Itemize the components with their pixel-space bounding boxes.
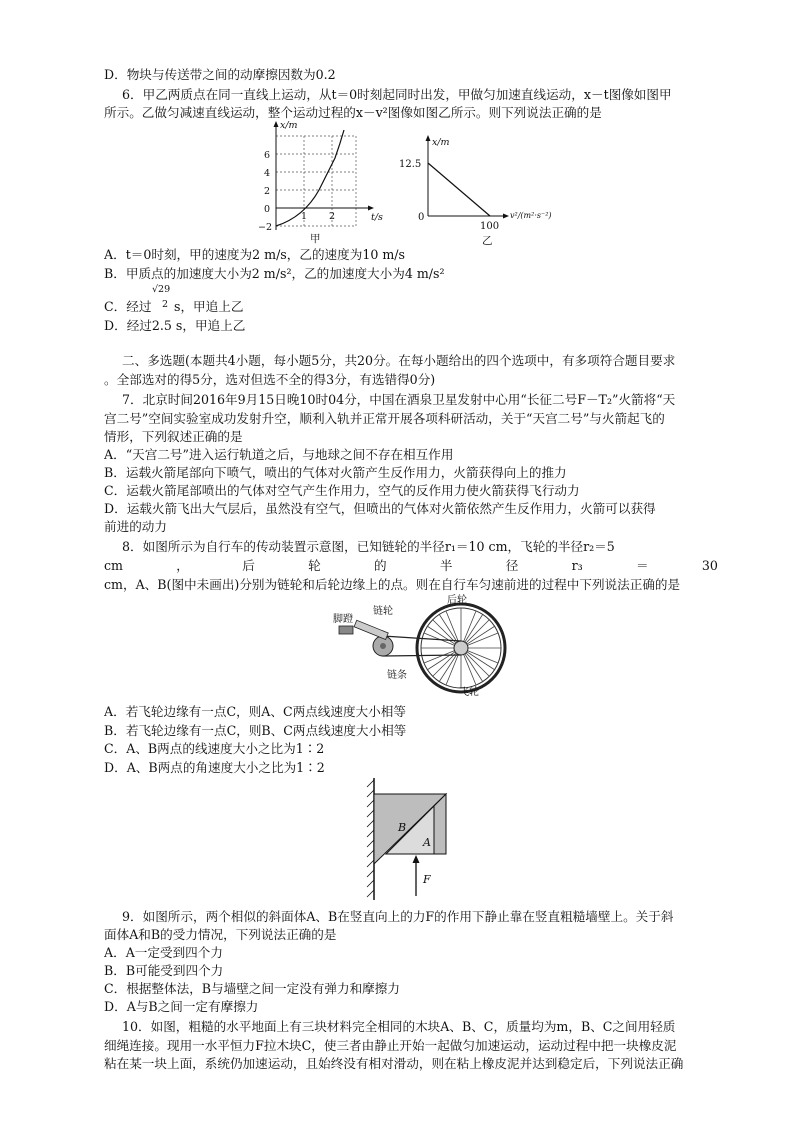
label-b: B [398,821,407,834]
label-rearwheel: 后轮 [447,595,467,606]
q9-option-d: D．A与B之间一定有摩擦力 [104,999,259,1014]
q7-option-d-line1: D．运载火箭飞出大气层后，虽然没有空气，但喷出的气体对火箭依然产生反作用力，火箭可以获得 [104,501,656,516]
q8-word: 后 [242,558,255,573]
q8-stem-line1: 8．如图所示为自行车的传动装置示意图，已知链轮的半径r₁＝10 cm，飞轮的半径r₂＝5 [122,539,615,554]
q7-stem-line1: 7．北京时间2016年9月15日晚10时04分，中国在酒泉卫星发射中心用“长征二号F－T₂”火箭将“天 [122,392,676,407]
q6-option-d: D．经过2.5 s，甲追上乙 [104,318,246,333]
force-arrowhead [413,855,420,863]
q8-stem-line2 [104,557,718,575]
q6-stem-line2: 所示。乙做匀减速直线运动，整个运动过程的x－v²图像如图乙所示。则下列说法正确的是 [104,105,602,120]
q5-option-d: D．物块与传送带之间的动摩擦因数为0.2 [104,67,336,82]
graph-jia-ytick-6: 6 [264,150,271,161]
q10-stem-line1: 10．如图，粗糙的水平地面上有三块材料完全相同的木块A、B、C，质量均为m，B、C之间用轻质 [122,1019,676,1034]
q6-option-c-suffix: s，甲追上乙 [174,299,244,314]
q10-stem-line2: 细绳连接。现用一水平恒力F拉木块C，使三者由静止开始一起做匀加速运动，运动过程中把一块橡皮泥 [104,1038,677,1053]
graph-yi-ylabel: x/m [432,137,450,148]
q8-word: ， [176,558,189,573]
rear-wheel [417,604,505,692]
label-a: A [423,836,431,849]
graph-jia-grid [276,136,356,226]
label-chain: 链条 [387,670,407,681]
graph-jia-ytick-4: 4 [264,168,271,179]
q6-option-a: A．t＝0时刻，甲的速度为2 m/s，乙的速度为10 m/s [104,247,406,262]
q6-option-c-numerator: √29 [152,284,171,295]
graph-jia-y-arrow [274,121,279,127]
q8-word: 轮 [308,558,321,573]
q8-stem-line3: cm，A、B(图中未画出)分别为链轮和后轮边缘上的点。则在自行车匀速前进的过程中下列说法正确的是 [104,577,681,592]
graph-yi-origin: 0 [418,212,425,223]
q8-option-c: C．A、B两点的线速度大小之比为1∶2 [104,741,325,756]
graph-jia-ytick-2: 2 [264,186,271,197]
q8-word: cm [104,558,123,573]
q6-option-c [104,284,404,318]
q8-word: 径 [505,558,519,573]
section2-line1: 二、多选题(本题共4小题，每小题5分，共20分。在每小题给出的四个选项中，有多项符合题目要求 [122,353,676,368]
graph-jia-caption: 甲 [310,233,321,245]
q7-stem-line2: 宫二号”空间实验室成功发射升空，顺利入轨并正常开展各项科研活动，关于“天宫二号”与火箭起飞的 [104,411,665,426]
q9-option-a: A．A一定受到四个力 [104,945,223,960]
wall-hatching [367,780,374,897]
q7-option-d-line2: 前进的动力 [104,519,167,534]
section2-line2: 。全部选对的得5分，选对但选不全的得3分，有选错得0分) [104,372,436,387]
graph-jia-ytick-0: 0 [264,204,271,215]
q8-word: r₃ [571,558,583,573]
label-pedal: 脚蹬 [333,614,353,625]
q8-word: 半 [439,558,453,573]
q9-stem-line1: 9．如图所示，两个相似的斜面体A、B在竖直向上的力F的作用下静止靠在竖直粗糙墙壁上。关于斜 [122,909,674,924]
q6-stem-line1: 6．甲乙两质点在同一直线上运动，从t＝0时刻起同时出发，甲做匀加速直线运动，x－t图像如图甲 [122,87,672,102]
graph-yi-caption: 乙 [482,235,493,247]
q8-word: ＝ [636,558,649,573]
q8-option-a: A．若飞轮边缘有一点C，则A、C两点线速度大小相等 [104,704,406,719]
graph-yi-xlabel: v²/(m²·s⁻²) [510,211,552,220]
q8-option-b: B．若飞轮边缘有一点C，则B、C两点线速度大小相等 [104,723,407,738]
graph-jia-x-arrow [368,206,374,211]
q7-option-c: C．运载火箭尾部喷出的气体对空气产生作用力，空气的反作用力使火箭获得飞行动力 [104,483,580,498]
q6-option-c-denominator: 2 [162,299,169,310]
q9-stem-line2: 面体A和B的受力情况，下列说法正确的是 [104,927,337,942]
graph-yi-yvalue: 12.5 [399,159,422,170]
graph-jia-xlabel: t/s [371,212,383,223]
graph-jia-ytick-neg2: −2 [258,222,273,233]
label-chainwheel: 链轮 [373,606,393,617]
graph-yi-x-arrow [503,214,509,219]
q6-option-c-prefix: C．经过 [104,299,152,314]
q8-word: 30 [701,558,718,573]
graph-jia [255,118,395,246]
bicycle-transmission-diagram [333,592,513,698]
q9-option-c: C．根据整体法，B与墙壁之间一定没有弹力和摩擦力 [104,981,400,996]
chainwheel [373,636,393,656]
graph-jia-xtick-1: 1 [301,211,308,222]
q7-stem-line3: 情形，下列叙述正确的是 [104,429,243,444]
wedge-wall-diagram [360,776,460,902]
q7-option-a: A．“天宫二号”进入运行轨道之后，与地球之间不存在相互作用 [104,447,454,462]
graph-jia-ylabel: x/m [280,120,298,131]
graph-yi-line [428,163,490,216]
label-flywheel: 飞轮 [459,687,479,698]
q8-word: 的 [373,558,387,573]
graph-yi [398,132,578,248]
graph-jia-xtick-2: 2 [329,211,336,222]
q10-stem-line3: 粘在某一块上面，系统仍加速运动，且始终没有相对滑动，则在粘上橡皮泥并达到稳定后，下列说法正确 [104,1056,684,1071]
q7-option-b: B．运载火箭尾部向下喷气，喷出的气体对火箭产生反作用力，火箭获得向上的推力 [104,465,567,480]
q8-option-d: D．A、B两点的角速度大小之比为1∶2 [104,760,325,775]
graph-yi-y-arrow [426,135,431,141]
q9-option-b: B．B可能受到四个力 [104,963,224,978]
graph-yi-xvalue: 100 [480,221,500,232]
q6-option-b: B．甲质点的加速度大小为2 m/s²，乙的加速度大小为4 m/s² [104,266,445,281]
label-f: F [423,873,431,886]
